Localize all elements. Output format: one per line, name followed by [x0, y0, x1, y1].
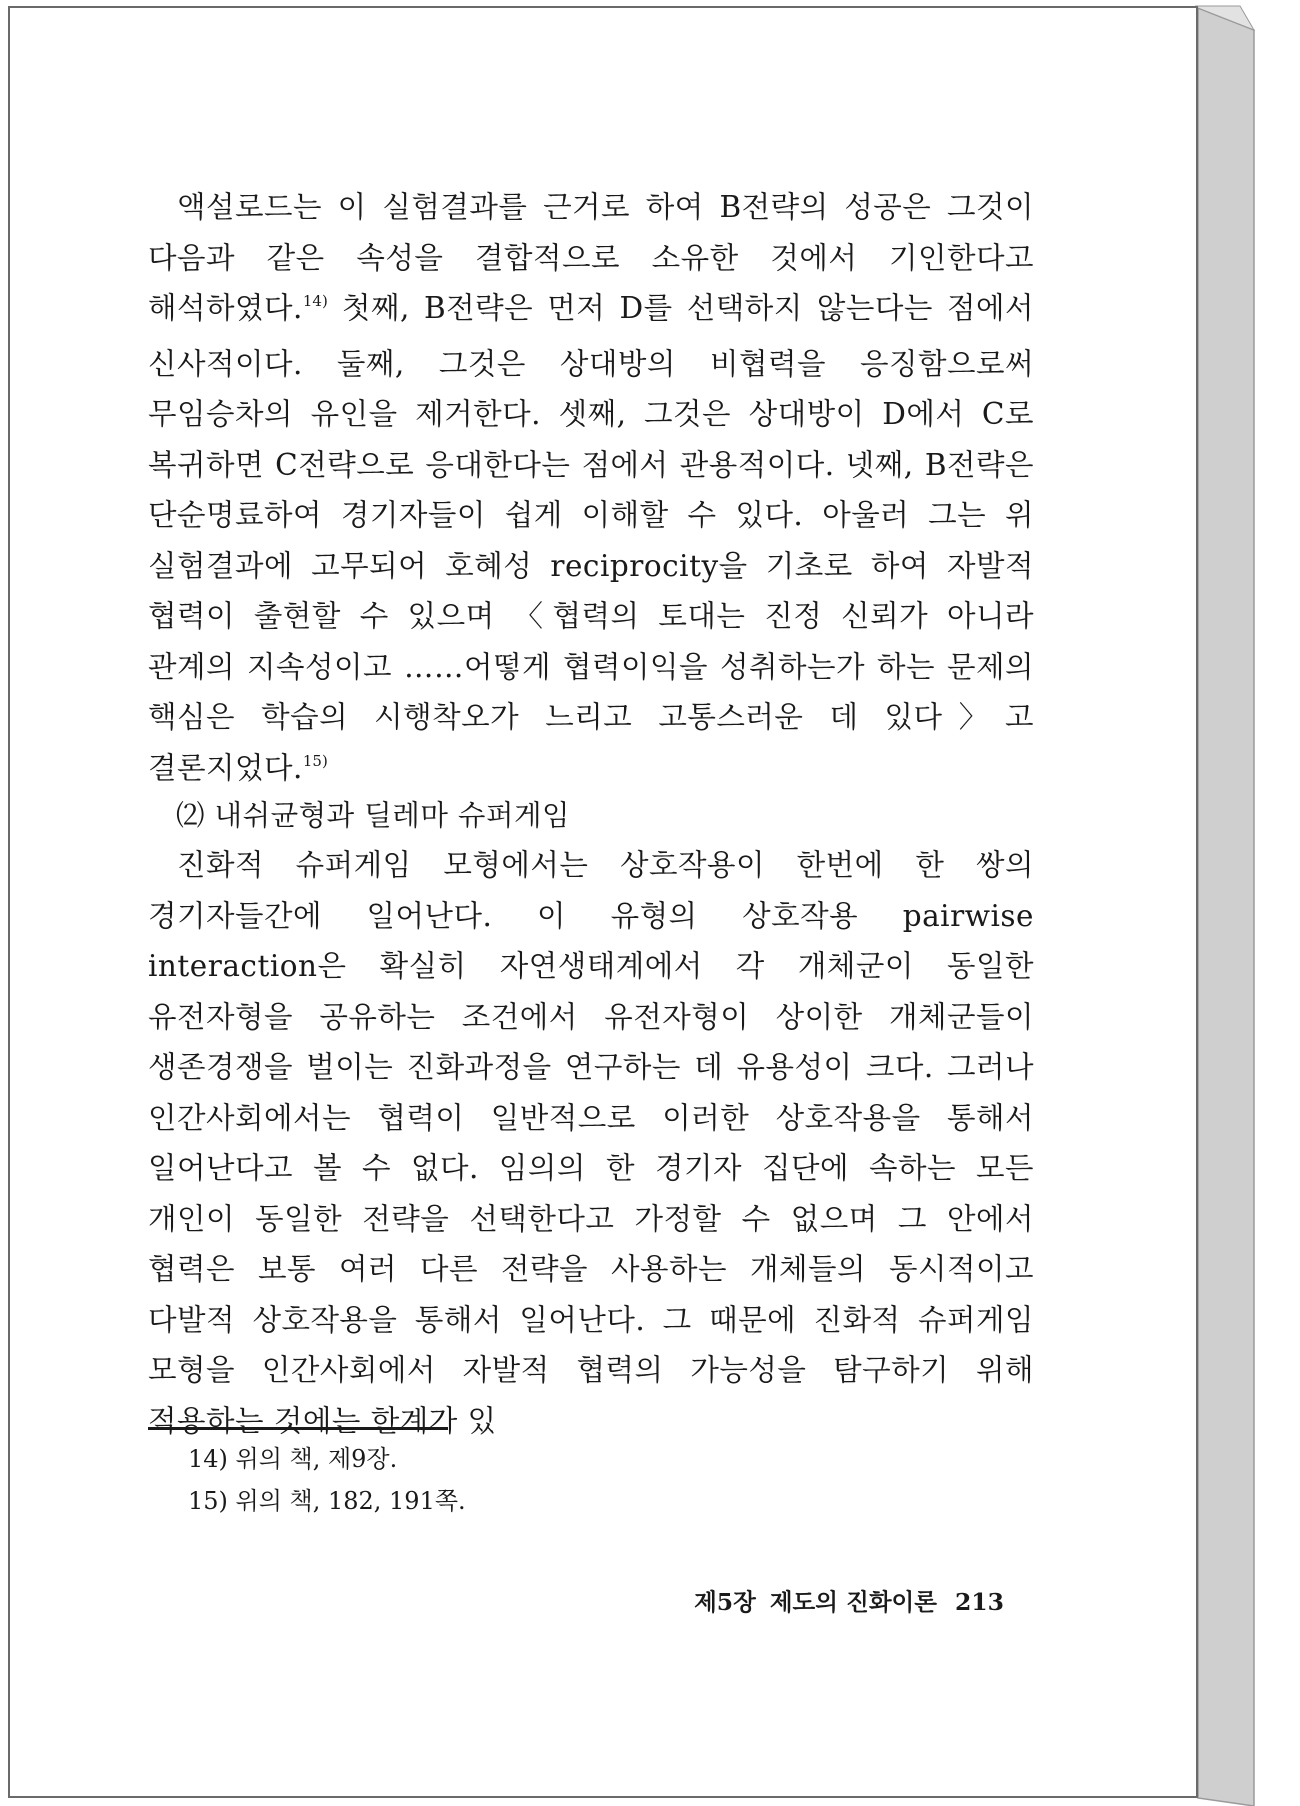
section-paragraph: 진화적 슈퍼게임 모형에서는 상호작용이 한번에 한 쌍의 경기자들간에 일어난다. 이 유형의 상호작용 pairwise interaction은 확실히 자연생태계에서 각 개체군이 동일한 유전자형을 공유하는 조건에서 유전자형이 상이한 개체군들이 생존경쟁을 벌이는 진화과정을 연구하는 데 유용성이 크다. 그러나 인간사회에서는 협력이 일반적으로 이러한 상호작용을 통해서 일어난다고 볼 수 없다. 임의의 한 경기자 집단에 속하는 모든 개인이 동일한 전략을 선택한다고 가정할 수 없으며 그 안에서 협력은 보통 여러 다른 전략을 사용하는 개체들의 동시적이고 다발적 상호작용을 통해서 일어난다. 그 때문에 진화적 슈퍼게임 모형을 인간사회에서 자발적 협력의 가능성을 탐구하기 위해 적용하는 것에는 한계가 있	[148, 848, 1034, 1438]
section-heading: ⑵ 내쉬균형과 딜레마 슈퍼게임	[176, 799, 571, 832]
main-paragraph-block	[148, 182, 1034, 798]
footer-chapter-title: 제도의 진화이론	[769, 1588, 937, 1616]
footer-chapter: 제5장	[694, 1588, 756, 1616]
footnote-ref-15[interactable]: 15)	[302, 751, 328, 770]
footnote-list	[188, 1438, 466, 1522]
footnote-ref-14[interactable]: 14)	[302, 292, 328, 310]
book-spine-face	[1198, 8, 1254, 1806]
paragraph-1	[148, 182, 1034, 798]
running-footer	[664, 1584, 1004, 1620]
section-paragraph-block	[148, 840, 1034, 1446]
footnote-14: 14) 위의 책, 제9장.	[188, 1445, 398, 1473]
footnote-15: 15) 위의 책, 182, 191쪽.	[188, 1487, 466, 1515]
page-number: 213	[954, 1588, 1004, 1616]
paragraph-1-text-a: 액설로드는 이 실험결과를 근거로 하여 B전략의 성공은 그것이 다음과 같은 속성을 결합적으로 소유한 것에서 기인한다고 해석하였다.	[148, 190, 1034, 325]
paragraph-1-text-b: 첫째, B전략은 먼저 D를 선택하지 않는다는 점에서 신사적이다. 둘째, 그것은 상대방의 비협력을 응징함으로써 무임승차의 유인을 제거한다. 셋째, 그것은 상대방이 D에서 C로 복귀하면 C전략으로 응대한다는 점에서 관용적이다. 넷째, B전략은 단순명료하여 경기자들이 쉽게 이해할 수 있다. 아울러 그는 위 실험결과에 고무되어 호혜성 reciprocity을 기초로 하여 자발적 협력이 출현할 수 있으며 〈협력의 토대는 진정 신뢰가 아니라 관계의 지속성이고 ……어떻게 협력이익을 성취하는가 하는 문제의 핵심은 학습의 시행착오가 느리고 고통스러운 데 있다〉고 결론지었다.	[148, 291, 1034, 785]
footnote-divider	[148, 1427, 448, 1430]
